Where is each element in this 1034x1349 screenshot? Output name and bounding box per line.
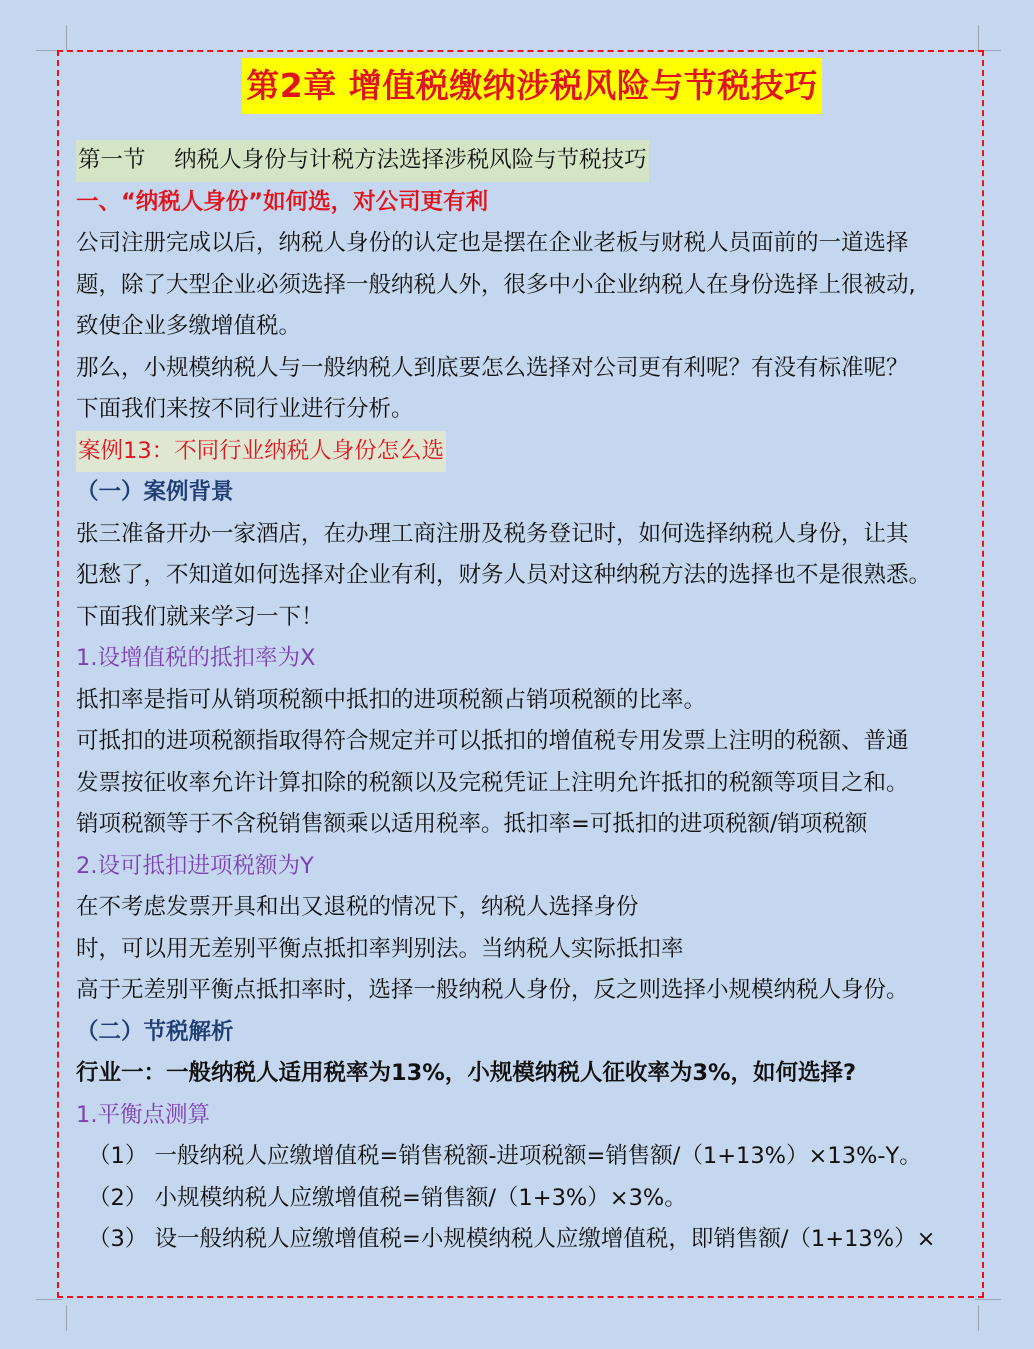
point-heading: 2.设可抵扣进项税额为Y: [76, 852, 314, 879]
point-heading: 1.设增值税的抵扣率为X: [76, 645, 316, 671]
case-title: 案例13：不同行业纳税人身份怎么选: [76, 431, 446, 473]
paragraph-line: 可抵扣的进项税额指取得符合规定并可以抵扣的增值税专用发票上注明的税额、普通: [76, 728, 909, 754]
paragraph-line: 那么，小规模纳税人与一般纳税人到底要怎么选择对公司更有利呢？有没有标准呢？: [76, 354, 909, 381]
paragraph-line: 张三准备开办一家酒店，在办理工商注册及税务登记时，如何选择纳税人身份，让其: [76, 520, 909, 547]
crop-mark: [978, 1305, 979, 1331]
crop-mark: [36, 1299, 62, 1300]
formula-line: （1） 一般纳税人应缴增值税=销售税额-进项税额=销售额/（1+13%）×13%-Y。: [88, 1143, 922, 1169]
paragraph-line: 在不考虑发票开具和出又退税的情况下，纳税人选择身份: [76, 894, 639, 920]
heading-1: 一、“纳税人身份”如何选，对公司更有利: [76, 188, 489, 215]
paragraph-line: 销项税额等于不含税销售额乘以适用税率。抵扣率=可抵扣的进项税额/销项税额: [76, 811, 868, 837]
paragraph-line: 时，可以用无差别平衡点抵扣率判别法。当纳税人实际抵扣率: [76, 935, 684, 962]
crop-mark: [66, 1305, 67, 1331]
formula-line: （3） 设一般纳税人应缴增值税=小规模纳税人应缴增值税，即销售额/（1+13%）×: [88, 1226, 936, 1252]
crop-mark: [66, 25, 67, 51]
title-block: [76, 58, 988, 114]
paragraph-line: 题，除了大型企业必须选择一般纳税人外，很多中小企业纳税人在身份选择上很被动,: [76, 271, 916, 298]
paragraph-line: 高于无差别平衡点抵扣率时，选择一般纳税人身份，反之则选择小规模纳税人身份。: [76, 977, 909, 1003]
industry-heading: 行业一：一般纳税人适用税率为13%，小规模纳税人征收率为3%，如何选择?: [76, 1060, 857, 1086]
formula-line: （2） 小规模纳税人应缴增值税=销售额/（1+3%）×3%。: [88, 1184, 687, 1211]
subheading-background: （一）案例背景: [76, 479, 234, 505]
crop-mark: [975, 1299, 1001, 1300]
paragraph-line: 致使企业多缴增值税。: [76, 313, 302, 339]
paragraph-line: 公司注册完成以后，纳税人身份的认定也是摆在企业老板与财税人员面前的一道选择: [76, 230, 909, 256]
chapter-title: 第2章 增值税缴纳涉税风险与节税技巧: [242, 58, 821, 114]
section-heading: 第一节 纳税人身份与计税方法选择涉税风险与节税技巧: [76, 140, 649, 182]
paragraph-line: 犯愁了，不知道如何选择对企业有利，财务人员对这种纳税方法的选择也不是很熟悉。: [76, 562, 932, 588]
paragraph-line: 发票按征收率允许计算扣除的税额以及完税凭证上注明允许抵扣的税额等项目之和。: [76, 769, 909, 796]
crop-mark: [978, 25, 979, 51]
paragraph-line: 抵扣率是指可从销项税额中抵扣的进项税额占销项税额的比率。: [76, 686, 707, 713]
document-body: [76, 50, 988, 1261]
paragraph-line: 下面我们就来学习一下！: [76, 603, 324, 630]
subheading-analysis: （二）节税解析: [76, 1018, 234, 1045]
point-heading: 1.平衡点测算: [76, 1101, 210, 1128]
paragraph-line: 下面我们来按不同行业进行分析。: [76, 396, 414, 422]
